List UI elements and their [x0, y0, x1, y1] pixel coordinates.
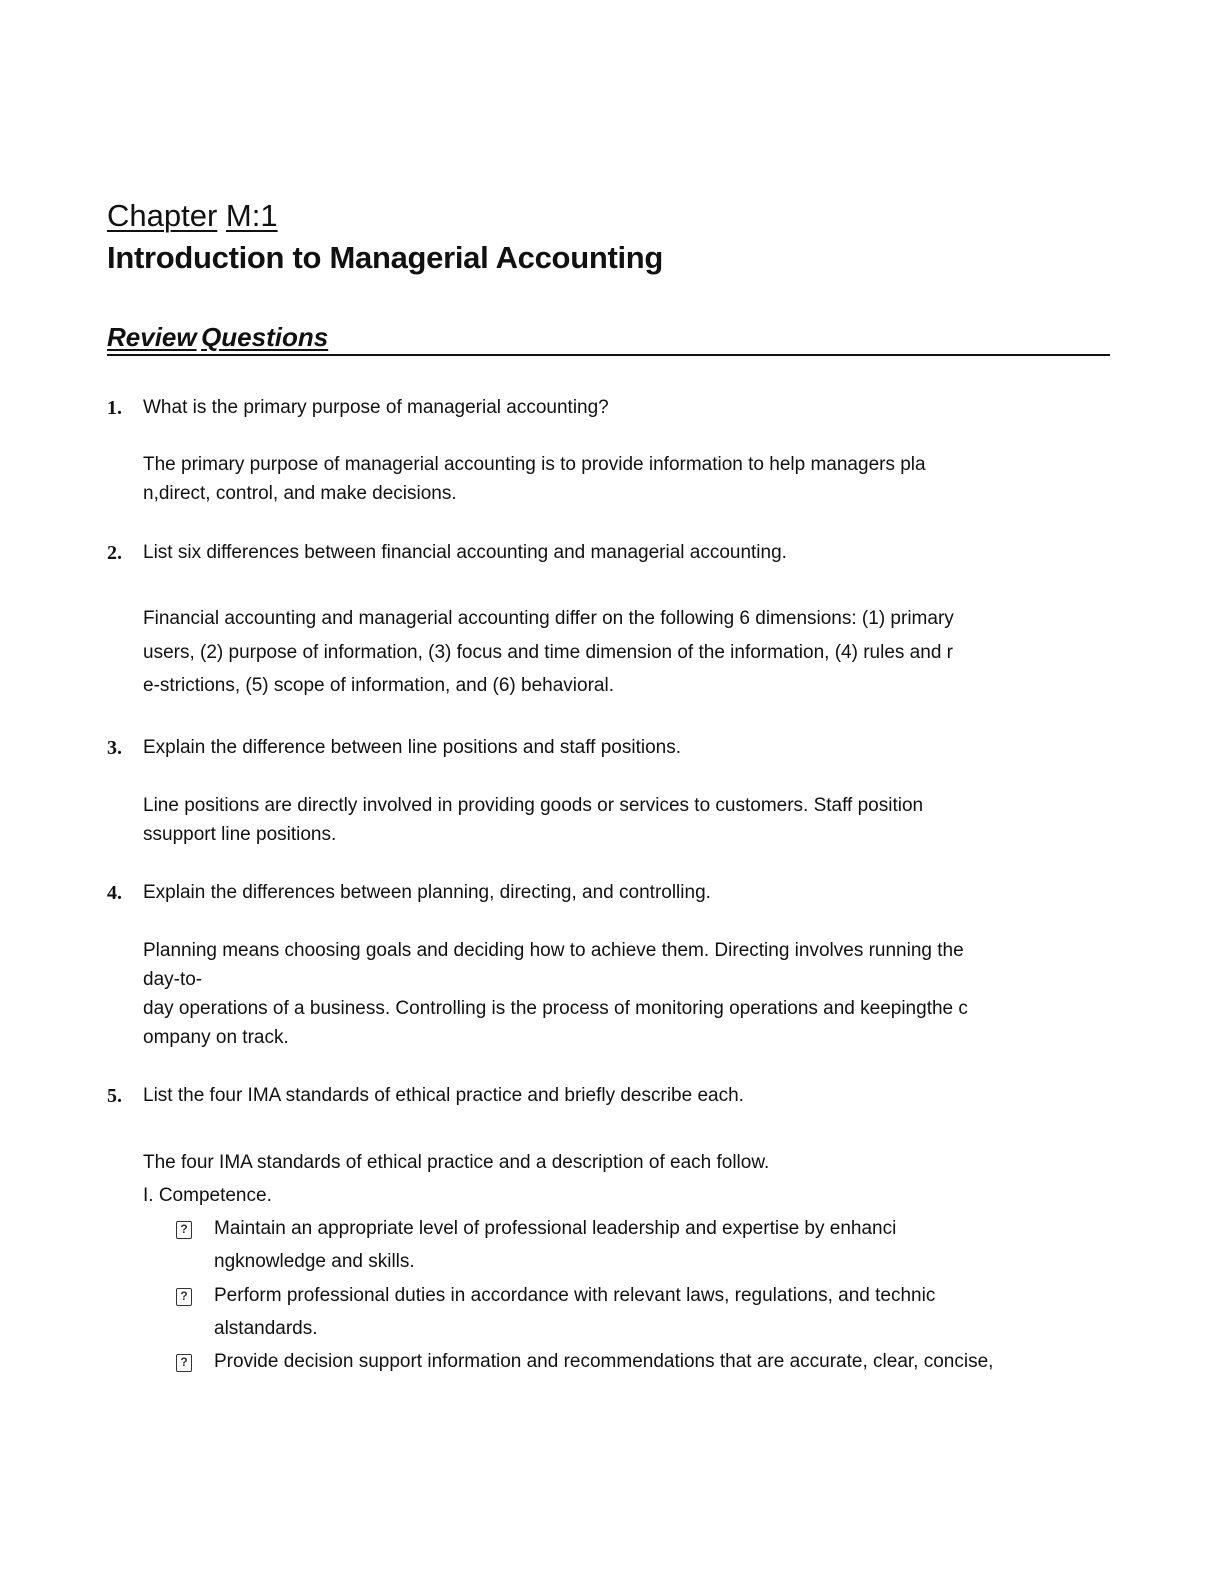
missing-glyph-icon: ?: [176, 1354, 192, 1372]
subheading-competence: I. Competence.: [143, 1185, 272, 1206]
question-text: Explain the difference between line positions and staff positions.: [143, 737, 681, 758]
answer-line: ssupport line positions.: [143, 824, 337, 845]
answer-line: day-to-: [143, 969, 203, 990]
section-heading: [107, 320, 1110, 356]
bullet-line: Provide decision support information and recommendations that are accurate, clear, concise,: [214, 1351, 994, 1372]
answer-line: Line positions are directly involved in providing goods or services to customers. Staff position: [143, 795, 924, 816]
section-word-questions: Questions: [201, 322, 329, 352]
question-number: 5.: [107, 1085, 122, 1107]
answer-line: ompany on track.: [143, 1027, 289, 1048]
chapter-word: Chapter: [107, 198, 218, 233]
answer-line: The four IMA standards of ethical practice and a description of each follow.: [143, 1152, 770, 1173]
question-number: 1.: [107, 397, 122, 419]
answer-line: Planning means choosing goals and deciding how to achieve them. Directing involves running the: [143, 940, 964, 961]
page-title: Introduction to Managerial Accounting: [107, 240, 664, 275]
bullet-line: alstandards.: [214, 1318, 318, 1339]
answer-line: users, (2) purpose of information, (3) focus and time dimension of the information, (4) rules and r: [143, 642, 953, 663]
question-text: List six differences between financial accounting and managerial accounting.: [143, 542, 787, 563]
answer-line: The primary purpose of managerial accounting is to provide information to help managers pla: [143, 454, 926, 475]
question-number: 3.: [107, 737, 122, 759]
question-text: List the four IMA standards of ethical practice and briefly describe each.: [143, 1085, 744, 1106]
question-text: Explain the differences between planning, directing, and controlling.: [143, 882, 711, 903]
bullet-line: ngknowledge and skills.: [214, 1251, 415, 1272]
missing-glyph-icon: ?: [176, 1288, 192, 1306]
question-number: 2.: [107, 542, 122, 564]
answer-line: Financial accounting and managerial accounting differ on the following 6 dimensions: (1) primary: [143, 608, 954, 629]
question-text: What is the primary purpose of managerial accounting?: [143, 397, 609, 418]
question-number: 4.: [107, 882, 122, 904]
chapter-code: M:1: [225, 198, 278, 233]
answer-line: n,direct, control, and make decisions.: [143, 483, 457, 504]
answer-line: e-strictions, (5) scope of information, and (6) behavioral.: [143, 675, 614, 696]
chapter-heading: [107, 196, 278, 236]
bullet-line: Maintain an appropriate level of professional leadership and expertise by enhanci: [214, 1218, 897, 1239]
section-word-review: Review: [107, 322, 197, 352]
missing-glyph-icon: ?: [176, 1221, 192, 1239]
bullet-line: Perform professional duties in accordance with relevant laws, regulations, and technic: [214, 1285, 936, 1306]
answer-line: day operations of a business. Controlling is the process of monitoring operations and keepingthe c: [143, 998, 968, 1019]
